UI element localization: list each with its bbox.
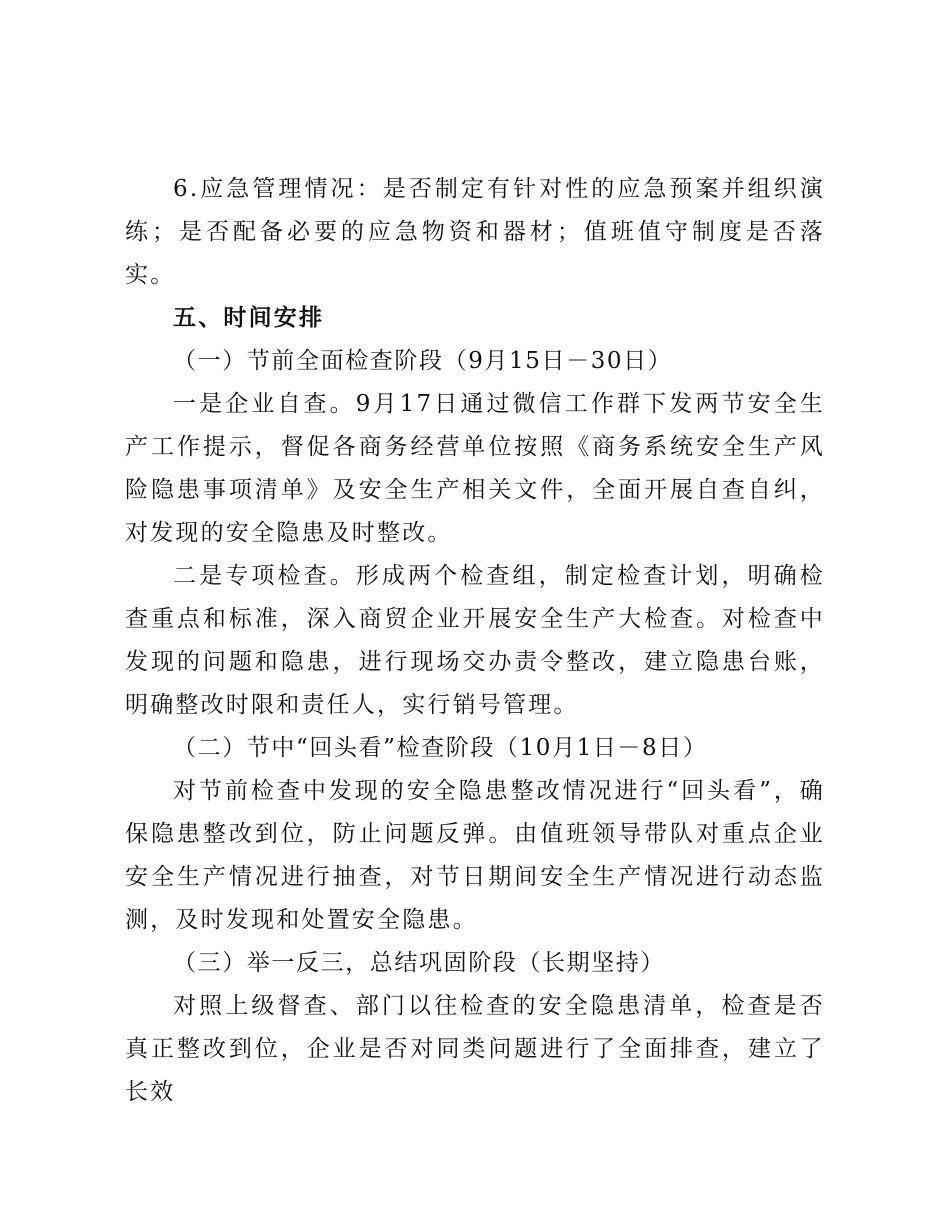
subheading-look-back-inspection: （二）节中“回头看”检查阶段（10月1日－8日） [173, 735, 708, 761]
paragraph-look-back-details: 对节前检查中发现的安全隐患整改情况进行“回头看”，确保隐患整改到位，防止问题反弹。由值班领导带队对重点企业安全生产情况进行抽查，对节日期间安全生产情况进行动态监测，及时发现和处置安全隐患。 [125, 778, 825, 933]
subheading-pre-holiday-inspection: （一）节前全面检查阶段（9月15日－30日） [173, 348, 673, 374]
paragraph-enterprise-self-check: 一是企业自查。9月17日通过微信工作群下发两节安全生产工作提示，督促各商务经营单位按照《商务系统安全生产风险隐患事项清单》及安全生产相关文件，全面开展自查自纠，对发现的安全隐患及时整改。 [125, 391, 825, 546]
paragraph-emergency-management: 6.应急管理情况：是否制定有针对性的应急预案并组织演练；是否配备必要的应急物资和器材；值班值守制度是否落实。 [125, 176, 825, 288]
paragraph-consolidation-details: 对照上级督查、部门以往检查的安全隐患清单，检查是否真正整改到位，企业是否对同类问题进行了全面排查，建立了长效 [125, 993, 825, 1105]
document-body [125, 168, 825, 1114]
paragraph-special-inspection: 二是专项检查。形成两个检查组，制定检查计划，明确检查重点和标准，深入商贸企业开展安全生产大检查。对检查中发现的问题和隐患，进行现场交办责令整改，建立隐患台账，明确整改时限和责任人，实行销号管理。 [125, 563, 825, 718]
subheading-consolidation-stage: （三）举一反三，总结巩固阶段（长期坚持） [173, 950, 665, 976]
section-heading-schedule: 五、时间安排 [173, 305, 325, 331]
